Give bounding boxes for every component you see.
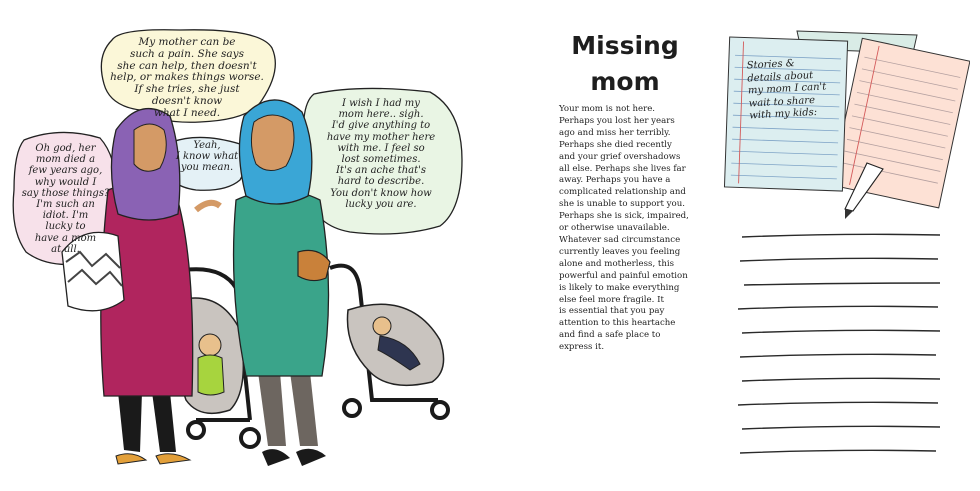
writing-line [742,234,940,237]
writing-line [740,450,936,453]
writing-line [738,306,938,309]
speech-bubble-top-text: My mother can be such a pain. She says she can help, then doesn't help, or makes things worse. If she tries, she just doesn't know what I need. [110,36,264,119]
notepad-prompt: Stories & details about my mom I can't wait to share with my kids: [746,58,827,122]
baby-left [198,334,224,395]
writing-line [740,258,938,261]
title-line-2: mom [590,67,660,96]
page-title [560,28,690,100]
writing-lines [730,225,950,470]
writing-line [740,354,936,357]
writing-line [738,402,938,405]
body-paragraph: Your mom is not here. Perhaps you lost her years ago and miss her terribly. Perhaps she died recently and your grief overshadows all else. Perhaps she lives far away. Perhaps you have a complicated relationship and she is unable to support you. Perhaps she is sick, impaired, or otherwise unavailable. Whatever sad circumstance currently leaves you feeling alone and motherless, this powerful and painful emotion is likely to make everything else feel more fragile. It is essential that you pay attention to this heartache and find a safe place to express it. [559,104,689,353]
writing-line [744,283,940,285]
speech-bubble-middle-text: Yeah, I know what you mean. [175,140,239,174]
writing-line [742,330,940,333]
writing-line [742,378,940,381]
paper-pink [831,38,970,208]
speech-bubble-left-text: Oh god, her mom died a few years ago, why would I say those things? I'm such an idiot. I'm lucky to have a mom at all. [21,143,110,255]
speech-bubble-right-text: I wish I had my mom here.. sigh. I'd give anything to have my mother here with me. I feel so lost sometimes. It's an ache that's hard to describe. You don't know how lucky you are. [326,98,436,210]
writing-line [742,426,940,429]
title-line-1: Missing [571,31,679,60]
